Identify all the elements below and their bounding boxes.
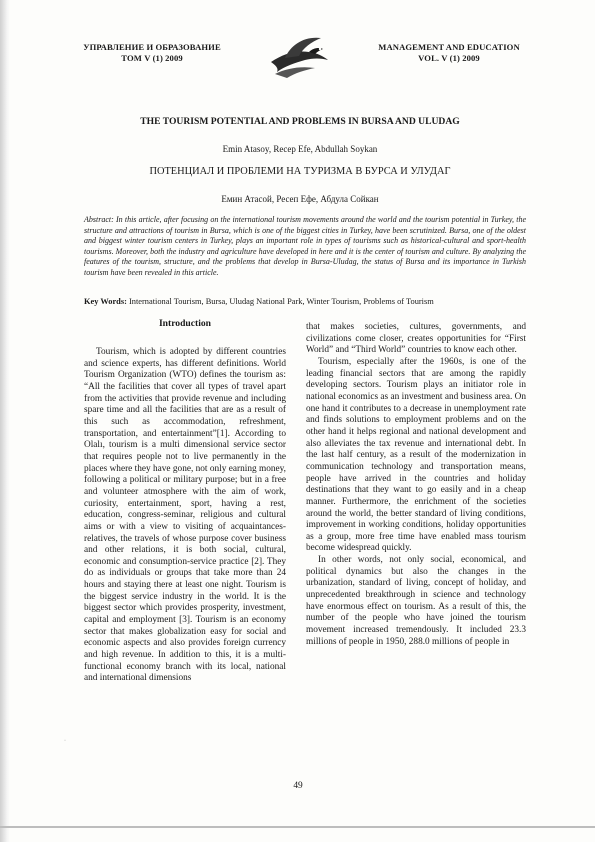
body-paragraph: In other words, not only social, economical, and political dynamics but also the changes in the urbanization, standard of living, concept of holiday, and unprecedented breakthrough in science and technology have enormous effect on tourism. As a result of this, the number of the people who have joined the tourism movement increased tremendously. It included 23.3 millions of people in 1950, 288.0 millions of people in: [306, 555, 526, 647]
journal-name-en: MANAGEMENT AND EDUCATION: [378, 42, 520, 52]
body-paragraph: that makes societies, cultures, governments, and civilizations come closer, creates opportunities for “First World” and “Third World” countries to know each other.: [306, 322, 526, 356]
journal-header-left: [72, 42, 232, 64]
abstract: Abstract: In this article, after focusing on the international tourism movements around the world and the tourism potential in Turkey, the structure and attractions of tourism in Bursa, which is one of the biggest cities in Turkey, have been scrutinized. Bursa, one of the oldest and biggest winter tourism centers in Turkey, plays an important role in types of tourisms such as historical-cultural and sport-health tourisms. Moreover, both the industry and agriculture have developed in here and it is the center of tourism and culture. By analyzing the features of the tourism, structure, and the problems that develop in Bursa-Uludag, the status of Bursa and its importance in Turkish tourism have been revealed in this article.: [84, 215, 526, 277]
body-paragraph: Tourism, especially after the 1960s, is one of the leading financial sectors that are among the rapidly developing sectors. Tourism plays an initiator role in national economics as an investment and business area. On one hand it contributes to a decrease in unemployment rate and finds solutions to employment problems and on the other hand it helps regional and national development and also alleviates the tax revenue and international debt. In the last half century, as a result of the modernization in communication technology and transportation means, people have arrived in the countries and holiday destinations that they want to go easily and in a cheap manner. Furthermore, the enrichment of the societies around the world, the better standard of living conditions, improvement in working conditions, holiday opportunities as a group, more free time have enabled mass tourism become widespread quickly.: [306, 356, 526, 554]
keywords: [84, 296, 526, 307]
journal-name-bg: УПРАВЛЕНИЕ И ОБРАЗОВАНИЕ: [83, 42, 221, 52]
article-title-bulgarian: ПОТЕНЦИАЛ И ПРОБЛЕМИ НА ТУРИЗМА В БУРСА И УЛУДАГ: [149, 166, 451, 177]
page-number: 49: [293, 781, 303, 791]
article-title: THE TOURISM POTENTIAL AND PROBLEMS IN BURSA AND ULUDAG: [140, 116, 460, 127]
article-authors: Emin Atasoy, Recep Efe, Abdullah Soykan: [222, 144, 378, 154]
volume-bg: ТОМ V (1) 2009: [121, 53, 183, 63]
scan-bottom-edge: [0, 826, 595, 828]
right-column: [306, 322, 526, 648]
journal-logo-bird-icon: [265, 28, 333, 88]
journal-header-right: [370, 42, 528, 64]
article-authors-bulgarian: Емин Атасой, Ресеп Ефе, Абдула Сойкан: [221, 194, 379, 204]
body-paragraph: Tourism, which is adopted by different countries and science experts, has different definitions. World Tourism Organization (WTO) defines the tourism as: “All the facilities that cover all types of travel apart from the activities that provide revenue and including spare time and all the facilities that are as a result of this such as accommodation, refreshment, transportation, and entertainment”[1]. According to Olalı, tourism is a multi dimensional service sector that requires people not to live permanently in the places where they have gone, not only earning money, following a political or military purpose; but in a free and volunteer atmosphere with the aim of work, curiosity, entertainment, sport, having a rest, education, congress-seminar, religious and cultural aims or with a view to visiting of acquaintances-relatives, the travels of whose purpose cover business and other relations, it is both social, cultural, economic and consumption-service practice [2]. They do as individuals or groups that take more than 24 hours and staying there at least one night. Tourism is the biggest service industry in the world. It is the biggest sector which provides prosperity, investment, capital and employment [3]. Tourism is an economy sector that makes globalization easy for social and economic aspects and also provides foreign currency and high revenue. In addition to this, it is a multi-functional economy branch with its local, national and international dimensions: [84, 347, 286, 684]
left-column: [84, 316, 286, 685]
keywords-text: International Tourism, Bursa, Uludag National Park, Winter Tourism, Problems of Tourism: [128, 297, 434, 306]
scan-edge-shadow: [0, 0, 10, 842]
keywords-label: Key Words:: [84, 297, 127, 306]
section-heading-introduction: Introduction: [158, 318, 212, 329]
scan-speck: ·: [64, 738, 66, 744]
volume-en: VOL. V (1) 2009: [418, 53, 480, 63]
